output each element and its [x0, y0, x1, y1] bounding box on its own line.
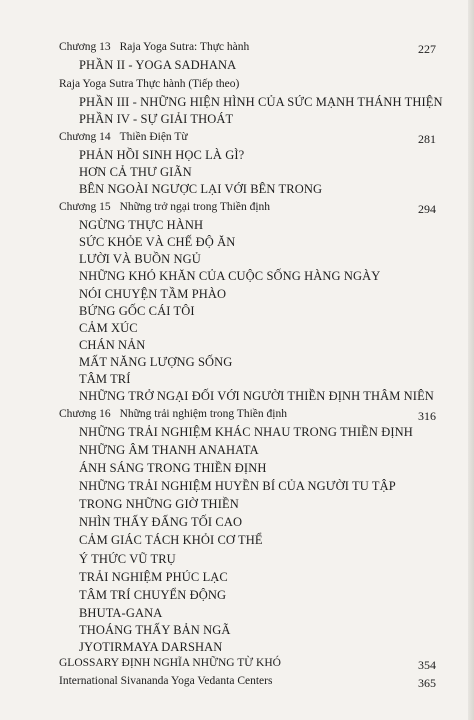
toc-section-entry: [79, 270, 380, 283]
toc-section-entry: [79, 183, 322, 196]
entry-title: NGỪNG THỰC HÀNH: [79, 218, 204, 232]
entry-title: NHỮNG KHÓ KHĂN CỦA CUỘC SỐNG HÀNG NGÀY: [79, 269, 381, 283]
entry-title: PHẦN III - NHỮNG HIỆN HÌNH CỦA SỨC MẠNH THÁNH THIỆN: [79, 95, 443, 109]
toc-section-entry: [79, 339, 145, 352]
toc-section-entry: [79, 305, 195, 318]
entry-title: BÊN NGOÀI NGƯỢC LẠI VỚI BÊN TRONG: [79, 182, 323, 196]
toc-section-entry: [79, 462, 266, 475]
toc-section-entry: [79, 426, 413, 439]
toc-chapter-entry: [59, 409, 287, 421]
toc-section-entry: [79, 516, 242, 529]
toc-section-entry: [79, 624, 231, 637]
entry-title: TRẢI NGHIỆM PHÚC LẠC: [79, 570, 228, 584]
entry-title: International Sivananda Yoga Vedanta Centers: [59, 675, 273, 687]
entry-title: NHỮNG ÂM THANH ANAHATA: [79, 443, 259, 457]
entry-title: LƯỜI VÀ BUỒN NGỦ: [79, 252, 201, 266]
toc-section-entry: [79, 607, 162, 620]
toc-section-entry: [79, 166, 192, 179]
entry-title: CHÁN NẢN: [79, 338, 146, 352]
chapter-number: Chương 14: [59, 131, 111, 143]
entry-title: JYOTIRMAYA DARSHAN: [79, 640, 223, 654]
page-number: 227: [418, 42, 436, 56]
toc-section-entry: [79, 373, 131, 386]
page-number: 316: [418, 409, 436, 423]
page-number: 365: [418, 676, 436, 690]
page-number: 294: [418, 202, 436, 216]
toc-chapter-entry: [59, 676, 272, 688]
toc-section-entry: [79, 641, 222, 654]
toc-section-entry: [79, 322, 138, 335]
entry-title: GLOSSARY ĐỊNH NGHĨA NHỮNG TỪ KHÓ: [59, 657, 281, 669]
entry-title: NHỮNG TRẢI NGHIỆM KHÁC NHAU TRONG THIỀN ĐỊNH: [79, 425, 413, 439]
page-number: 354: [418, 658, 436, 672]
entry-title: PHẢN HỒI SINH HỌC LÀ GÌ?: [79, 148, 245, 162]
entry-title: BỨNG GỐC CÁI TÔI: [79, 304, 195, 318]
entry-title: NÓI CHUYỆN TẦM PHÀO: [79, 287, 227, 301]
toc-chapter-entry: [59, 202, 270, 214]
toc-section-entry: [79, 59, 236, 72]
entry-title: PHẦN IV - SỰ GIẢI THOÁT: [79, 112, 234, 126]
entry-title: Raja Yoga Sutra: Thực hành: [119, 41, 250, 53]
chapter-number: Chương 16: [59, 408, 111, 420]
toc-chapter-entry: [59, 42, 249, 54]
toc-section-entry: [79, 236, 235, 249]
toc-section-entry: [79, 589, 226, 602]
entry-title: ÁNH SÁNG TRONG THIỀN ĐỊNH: [79, 461, 267, 475]
toc-section-entry: [79, 571, 228, 584]
toc-section-entry: [79, 498, 239, 511]
toc-section-entry: [79, 356, 232, 369]
entry-title: NHỮNG TRỞ NGẠI ĐỐI VỚI NGƯỜI THIỀN ĐỊNH THÂM NIÊN: [79, 389, 434, 403]
entry-title: NHỮNG TRẢI NGHIỆM HUYỀN BÍ CỦA NGƯỜI TU TẬP: [79, 479, 396, 493]
toc-section-entry: [79, 444, 259, 457]
entry-title: PHẦN II - YOGA SADHANA: [79, 58, 237, 72]
entry-title: SỨC KHỎE VÀ CHẾ ĐỘ ĂN: [79, 235, 236, 249]
page-number: 281: [418, 132, 436, 146]
toc-section-entry: [79, 480, 396, 493]
entry-title: HƠN CẢ THƯ GIÃN: [79, 165, 192, 179]
entry-title: TRONG NHỮNG GIỜ THIỀN: [79, 497, 239, 511]
entry-title: Raja Yoga Sutra Thực hành (Tiếp theo): [59, 78, 240, 90]
toc-section-entry: [79, 219, 203, 232]
entry-title: MẤT NĂNG LƯỢNG SỐNG: [79, 355, 233, 369]
entry-title: CẢM GIÁC TÁCH KHỎI CƠ THỂ: [79, 533, 263, 547]
entry-title: TÂM TRÍ: [79, 372, 131, 386]
entry-title: BHUTA-GANA: [79, 606, 163, 620]
entry-title: CẢM XÚC: [79, 321, 138, 335]
entry-title: NHÌN THẤY ĐẤNG TỐI CAO: [79, 515, 243, 529]
entry-title: TÂM TRÍ CHUYỂN ĐỘNG: [79, 588, 227, 602]
entry-title: Thiền Điện Từ: [119, 131, 188, 143]
entry-title: Những trở ngại trong Thiền định: [119, 201, 271, 213]
chapter-number: Chương 15: [59, 201, 111, 213]
entry-title: Những trải nghiệm trong Thiền định: [119, 408, 287, 420]
toc-section-entry: [79, 113, 233, 126]
toc-section-entry: [79, 534, 263, 547]
entry-title: THOÁNG THẤY BẢN NGÃ: [79, 623, 231, 637]
toc-section-entry: [79, 288, 226, 301]
toc-section-entry: [79, 96, 443, 109]
toc-chapter-entry: [59, 79, 239, 91]
toc-section-entry: [79, 390, 434, 403]
entry-title: Ý THỨC VŨ TRỤ: [79, 552, 176, 566]
toc-section-entry: [79, 253, 201, 266]
toc-section-entry: [79, 149, 244, 162]
chapter-number: Chương 13: [59, 41, 111, 53]
page-gutter: [468, 0, 474, 720]
toc-section-entry: [79, 553, 176, 566]
toc-chapter-entry: [59, 132, 188, 144]
toc-chapter-entry: [59, 658, 281, 670]
